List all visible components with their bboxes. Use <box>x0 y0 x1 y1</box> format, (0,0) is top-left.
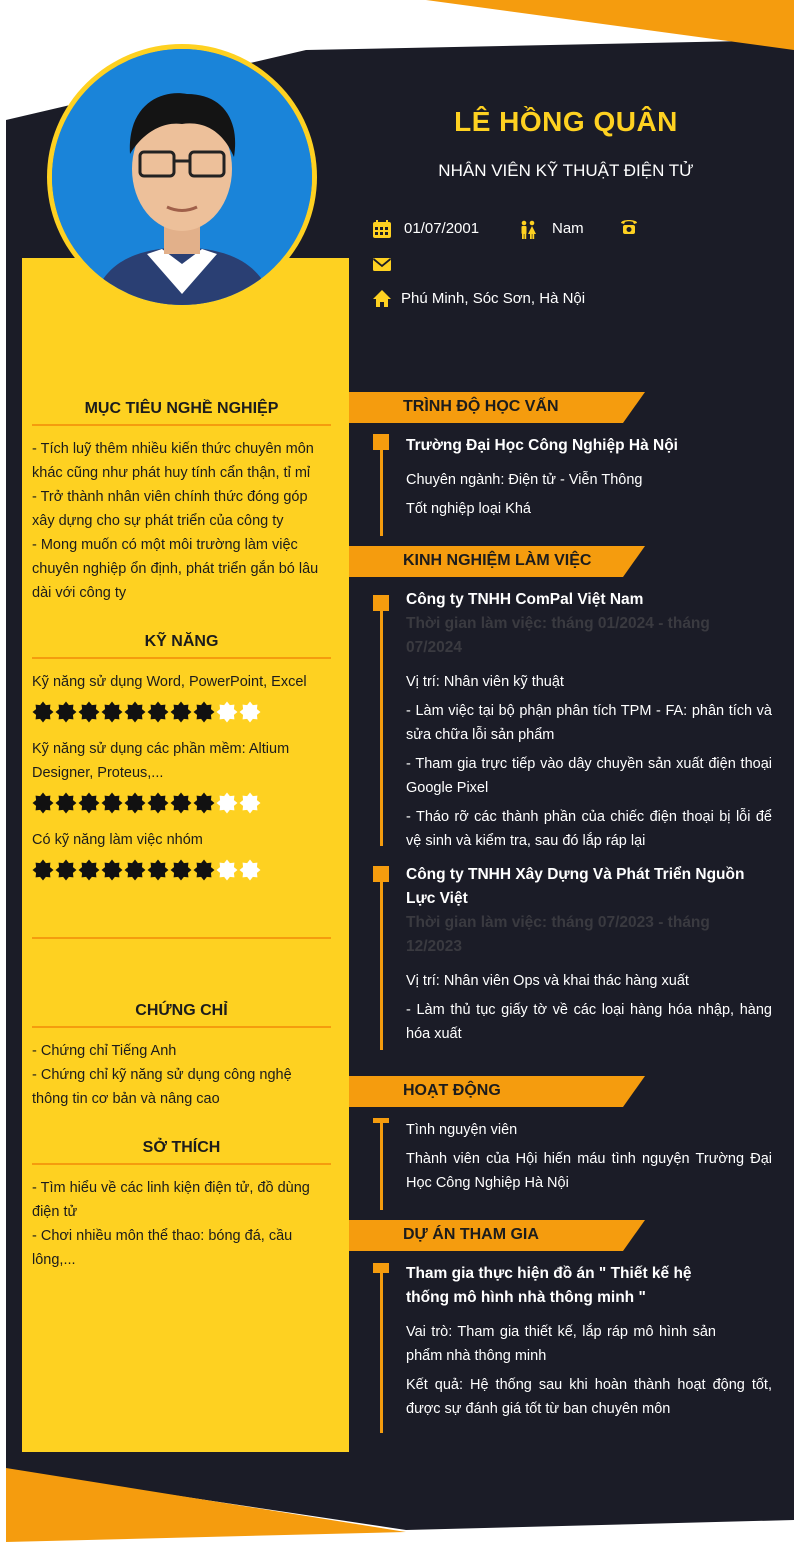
job1-line: - Làm việc tại bộ phận phân tích TPM - FA: phân tích và sửa chữa lỗi sản phẩm <box>406 703 772 743</box>
education-title: TRÌNH ĐỘ HỌC VẤN <box>403 398 559 415</box>
rating-star-filled-icon <box>193 859 215 881</box>
activities-header <box>349 1076 645 1107</box>
skills-divider <box>32 657 331 659</box>
job-title: NHÂN VIÊN KỸ THUẬT ĐIỆN TỬ <box>438 161 694 180</box>
rating-star-filled-icon <box>147 792 169 814</box>
certificates-text <box>32 1039 331 1111</box>
rating-star-filled-icon <box>170 859 192 881</box>
rating-star-filled-icon <box>55 859 77 881</box>
activities-timeline-line <box>380 1120 383 1210</box>
skills-bottom-divider <box>32 937 331 939</box>
job2-line: - Làm thủ tục giấy tờ về các loại hàng hóa nhập, hàng hóa xuất <box>406 1002 772 1042</box>
education-details <box>406 468 772 526</box>
skill-name: Có kỹ năng làm việc nhóm <box>32 832 203 848</box>
certificate-line: - Chứng chỉ kỹ năng sử dụng công nghệ thông tin cơ bản và nâng cao <box>32 1067 292 1107</box>
rating-star-filled-icon <box>193 701 215 723</box>
skill-rating <box>32 859 261 881</box>
rating-star-empty-icon <box>239 859 261 881</box>
rating-star-filled-icon <box>32 792 54 814</box>
skill-rating <box>32 792 261 814</box>
rating-star-filled-icon <box>193 792 215 814</box>
gender-value: Nam <box>552 220 584 237</box>
rating-star-filled-icon <box>78 701 100 723</box>
hobby-line: - Chơi nhiều môn thể thao: bóng đá, cầu lông,... <box>32 1228 293 1268</box>
job1-line: Vị trí: Nhân viên kỹ thuật <box>406 674 564 690</box>
rating-star-filled-icon <box>55 701 77 723</box>
objective-text <box>32 437 331 605</box>
job2-period: Thời gian làm việc: tháng 07/2023 - tháng 12/2023 <box>406 914 710 955</box>
rating-star-filled-icon <box>101 792 123 814</box>
job2-timeline-marker <box>373 866 389 882</box>
job1-timeline-marker <box>373 595 389 611</box>
objective-line: - Tích luỹ thêm nhiều kiến thức chuyên môn khác cũng như phát huy tính cẩn thận, tỉ mỉ <box>32 441 314 481</box>
rating-star-empty-icon <box>239 701 261 723</box>
job1-timeline-line <box>380 596 383 846</box>
rating-star-empty-icon <box>216 701 238 723</box>
phone-icon <box>619 216 639 236</box>
skill-name: Kỹ năng sử dụng Word, PowerPoint, Excel <box>32 674 307 690</box>
projects-timeline-line <box>380 1268 383 1433</box>
rating-star-filled-icon <box>170 792 192 814</box>
job1-company: Công ty TNHH ComPal Việt Nam <box>406 591 644 608</box>
candidate-name: LÊ HỒNG QUÂN <box>454 106 678 137</box>
job1-details <box>406 670 772 858</box>
calendar-icon <box>372 219 392 239</box>
project-line: Vai trò: Tham gia thiết kế, lắp ráp mô hình sản phẩm nhà thông minh <box>406 1324 716 1364</box>
rating-star-filled-icon <box>147 701 169 723</box>
job2-company: Công ty TNHH Xây Dựng Và Phát Triển Nguồn Lực Việt <box>406 866 745 907</box>
activity-line: Thành viên của Hội hiến máu tình nguyện Trường Đại Học Công Nghiệp Hà Nội <box>406 1151 772 1191</box>
certificate-line: - Chứng chỉ Tiếng Anh <box>32 1043 177 1059</box>
home-icon <box>372 289 392 309</box>
activities-timeline-marker <box>373 1118 389 1123</box>
hobby-line: - Tìm hiểu về các linh kiện điện tử, đồ dùng điện tử <box>32 1180 310 1220</box>
project-name: Tham gia thực hiện đồ án " Thiết kế hệ thống mô hình nhà thông minh " <box>406 1265 692 1306</box>
objective-line: - Mong muốn có một môi trường làm việc chuyên nghiệp ổn định, phát triển gắn bó lâu dài với công ty <box>32 537 319 601</box>
education-timeline-line <box>380 442 383 536</box>
activities-details <box>406 1118 772 1200</box>
rating-star-filled-icon <box>170 701 192 723</box>
rating-star-filled-icon <box>55 792 77 814</box>
projects-timeline-marker <box>373 1263 389 1273</box>
school-name: Trường Đại Học Công Nghiệp Hà Nội <box>406 437 678 454</box>
skill-rating <box>32 701 261 723</box>
objective-title: MỤC TIÊU NGHỀ NGHIỆP <box>84 400 279 417</box>
project-details <box>406 1320 772 1426</box>
job1-period: Thời gian làm việc: tháng 01/2024 - tháng 07/2024 <box>406 615 710 656</box>
activity-line: Tình nguyện viên <box>406 1122 518 1138</box>
projects-title: DỰ ÁN THAM GIA <box>403 1226 539 1243</box>
job1-line: - Tham gia trực tiếp vào dây chuyền sản xuất điện thoại Google Pixel <box>406 756 772 796</box>
activities-title: HOẠT ĐỘNG <box>403 1082 501 1099</box>
objective-divider <box>32 424 331 426</box>
rating-star-filled-icon <box>147 859 169 881</box>
project-line: Kết quả: Hệ thống sau khi hoàn thành hoạt động tốt, được sự đánh giá tốt từ ban chuyên môn <box>406 1377 772 1417</box>
education-timeline-marker <box>373 434 389 450</box>
rating-star-filled-icon <box>101 859 123 881</box>
rating-star-filled-icon <box>124 792 146 814</box>
rating-star-filled-icon <box>101 701 123 723</box>
rating-star-filled-icon <box>124 859 146 881</box>
rating-star-filled-icon <box>78 859 100 881</box>
experience-header <box>349 546 645 577</box>
experience-title: KINH NGHIỆM LÀM VIỆC <box>403 552 592 569</box>
objective-line: - Trở thành nhân viên chính thức đóng góp xây dựng cho sự phát triển của công ty <box>32 489 308 529</box>
certificates-title: CHỨNG CHỈ <box>135 1002 228 1019</box>
birthday-value: 01/07/2001 <box>404 220 480 237</box>
rating-star-filled-icon <box>78 792 100 814</box>
avatar <box>52 49 312 305</box>
job2-timeline-line <box>380 870 383 1050</box>
education-header <box>349 392 645 423</box>
cv-page <box>6 0 794 1568</box>
skill-name: Kỹ năng sử dụng các phần mềm: Altium Designer, Proteus,... <box>32 741 290 781</box>
rating-star-empty-icon <box>216 792 238 814</box>
rating-star-filled-icon <box>32 701 54 723</box>
job2-line: Vị trí: Nhân viên Ops và khai thác hàng xuất <box>406 973 689 989</box>
skills-title: KỸ NĂNG <box>144 633 219 650</box>
hobbies-divider <box>32 1163 331 1165</box>
education-line: Chuyên ngành: Điện tử - Viễn Thông <box>406 472 643 488</box>
education-line: Tốt nghiệp loại Khá <box>406 501 531 517</box>
gender-icon <box>518 220 538 240</box>
rating-star-empty-icon <box>216 859 238 881</box>
email-icon <box>372 254 392 274</box>
address-value: Phú Minh, Sóc Sơn, Hà Nội <box>401 290 586 307</box>
job2-details <box>406 969 772 1051</box>
hobbies-text <box>32 1176 331 1272</box>
hobbies-title: SỞ THÍCH <box>142 1139 221 1156</box>
portrait-photo <box>52 49 312 305</box>
rating-star-filled-icon <box>32 859 54 881</box>
rating-star-filled-icon <box>124 701 146 723</box>
job1-line: - Tháo rỡ các thành phần của chiếc điện thoại bị lỗi để vệ sinh và kiểm tra, sau đó lắp ráp lại <box>406 809 772 849</box>
certificates-divider <box>32 1026 331 1028</box>
rating-star-empty-icon <box>239 792 261 814</box>
projects-header <box>349 1220 645 1251</box>
